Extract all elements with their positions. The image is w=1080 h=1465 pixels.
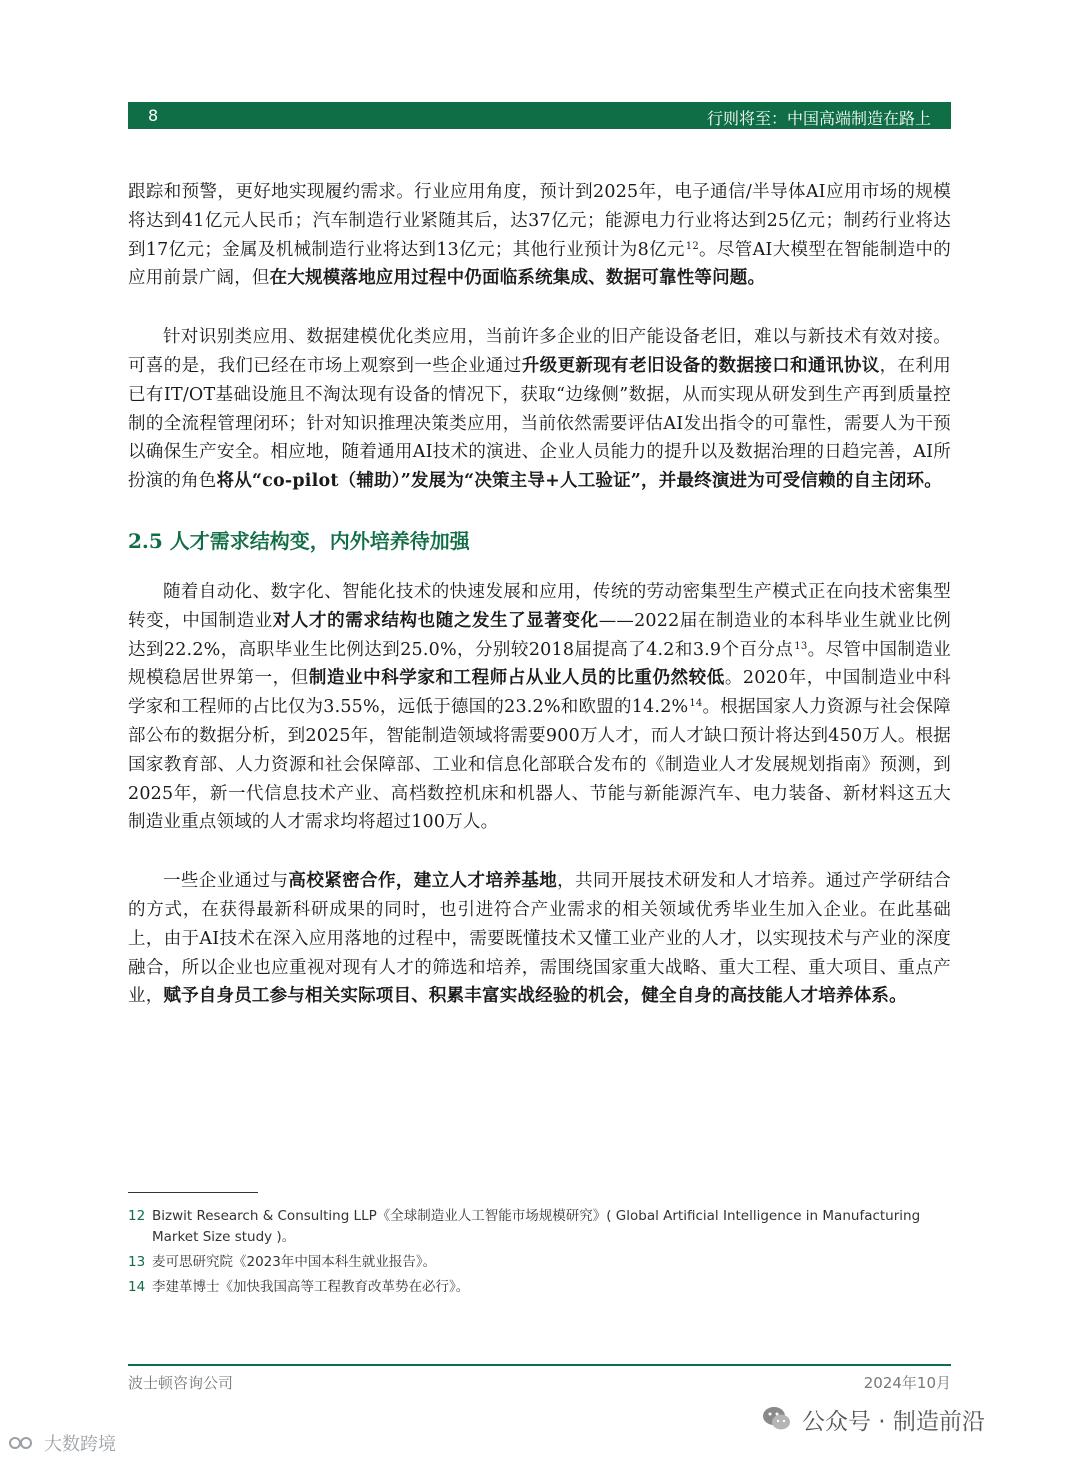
footnote-ref: 12 xyxy=(685,240,699,252)
footnote-text: 李建革博士《加快我国高等工程教育改革势在必行》。 xyxy=(152,1279,470,1295)
section-heading: 2.5 人才需求结构变，内外培养待加强 xyxy=(128,528,470,553)
bold-text: 高校紧密合作，建立人才培养基地 xyxy=(288,871,558,892)
text-run: 跟踪和预警，更好地实现履约需求。行业应用角度，预计到2025年，电子通信/半导体AI应用市场的规模将达到41亿元人民币；汽车制造行业紧随其后，达37亿元；能源电力行业将达到25亿元；制药行业将达到17亿元；金属及机械制造行业将达到13亿元；其他行业预计为8亿元 xyxy=(128,182,951,260)
bold-text: 升级更新现有老旧设备的数据接口和通讯协议 xyxy=(521,355,880,376)
text-run: 针对识别类应用、数据建模优化类应用，当前许多企业的旧产能设备老旧，难以与新技术有效对接。可喜的是，我们已经在市场上观察到一些企业通过 xyxy=(128,327,951,376)
watermark-logo-icon xyxy=(8,1434,38,1452)
footnotes xyxy=(128,1206,928,1302)
page-number: 8 xyxy=(148,106,159,125)
paragraph-1 xyxy=(128,178,951,293)
bold-text: 赋予自身员工参与相关实际项目、积累丰富实战经验的机会，健全自身的高技能人才培养体系。 xyxy=(163,986,907,1007)
footer-divider xyxy=(128,1364,951,1366)
running-title: 行则将至：中国高端制造在路上 xyxy=(706,109,931,128)
footnote-12 xyxy=(128,1206,928,1248)
footnote-number: 12 xyxy=(128,1208,146,1224)
text-run: 。根据国家人力资源与社会保障部公布的数据分析，到2025年，智能制造领域将需要900万人才，而人才缺口预计将达到450万人。根据国家教育部、人力资源和社会保障部、工业和信息化部联合发布的《制造业人才发展规划指南》预测，到2025年，新一代信息技术产业、高档数控机床和机器人、节能与新能源汽车、电力装备、新材料这五大制造业重点领域的人才需求均将超过100万人。 xyxy=(128,697,951,833)
bold-text: 将从“co-pilot（辅助）”发展为“决策主导+人工验证”，并最终演进为可受信赖的自主闭环。 xyxy=(216,471,942,492)
header-bar xyxy=(128,102,951,129)
bold-text: 制造业中科学家和工程师占从业人员的比重仍然较低 xyxy=(308,668,725,689)
paragraph-4 xyxy=(128,867,951,1011)
text-run: ，共同开展技术研发和人才培养。通过产学研结合的方式，在获得最新科研成果的同时，也引进符合产业需求的相关领域优秀毕业生加入企业。在此基础上，由于AI技术在深入应用落地的过程中，需要既懂技术又懂工业产业的人才，以实现技术与产业的深度融合，所以企业也应重视对现有人才的筛选和培养，需围绕国家重大战略、重大工程、重大项目、重点产业， xyxy=(128,871,952,1007)
footnote-number: 14 xyxy=(128,1279,146,1295)
footnote-text: 麦可思研究院《2023年中国本科生就业报告》。 xyxy=(152,1254,437,1270)
text-run: 。尽管中国制造业规模稳居世界第一，但 xyxy=(128,639,951,689)
footnote-14 xyxy=(128,1277,928,1298)
bold-text: 对人才的需求结构也随之发生了显著变化 xyxy=(272,610,599,631)
text-run: 。尽管AI大模型在智能制造中的应用前景广阔，但 xyxy=(128,239,951,289)
footnote-divider xyxy=(128,1192,258,1193)
main-content xyxy=(128,178,951,1041)
text-run: 一些企业通过与 xyxy=(163,871,289,892)
watermark-right-text: 公众号 · 制造前沿 xyxy=(802,1408,985,1435)
footnote-number: 13 xyxy=(128,1254,146,1270)
footer-org: 波士顿咨询公司 xyxy=(128,1374,234,1392)
footnote-ref: 14 xyxy=(689,698,703,710)
watermark-right xyxy=(760,1402,985,1436)
watermark-left xyxy=(8,1430,116,1456)
paragraph-3 xyxy=(128,578,951,837)
paragraph-2 xyxy=(128,323,951,496)
text-run: ，在利用已有IT/OT基础设施且不淘汰现有设备的情况下，获取“边缘侧”数据，从而实现从研发到生产再到质量控制的全流程管理闭环；针对知识推理决策类应用，当前依然需要评估AI发出指令的可靠性，需要人为干预以确保生产安全。相应地，随着通用AI技术的演进、企业人员能力的提升以及数据治理的日趋完善，AI所扮演的角色 xyxy=(128,355,951,492)
bold-text: 在大规模落地应用过程中仍面临系统集成、数据可靠性等问题。 xyxy=(269,268,766,289)
footnote-text: Bizwit Research & Consulting LLP《全球制造业人工智能市场规模研究》( Global Artificial Intelligence in Manufacturing Market Size study )。 xyxy=(152,1208,921,1245)
watermark-left-text: 大数跨境 xyxy=(44,1434,116,1455)
text-run: 。2020年，中国制造业中科学家和工程师的占比仅为3.55%，远低于德国的23.2%和欧盟的14.2% xyxy=(128,668,951,718)
text-run: ——2022届在制造业的本科毕业生就业比例达到22.2%，高职毕业生比例达到25.0%，分别较2018届提高了4.2和3.9个百分点 xyxy=(128,610,951,660)
text-run: 随着自动化、数字化、智能化技术的快速发展和应用，传统的劳动密集型生产模式正在向技术密集型转变，中国制造业 xyxy=(128,581,951,631)
footnote-13 xyxy=(128,1252,928,1273)
footnote-ref: 13 xyxy=(794,640,808,652)
footer-date: 2024年10月 xyxy=(863,1374,951,1392)
wechat-icon xyxy=(760,1402,794,1436)
